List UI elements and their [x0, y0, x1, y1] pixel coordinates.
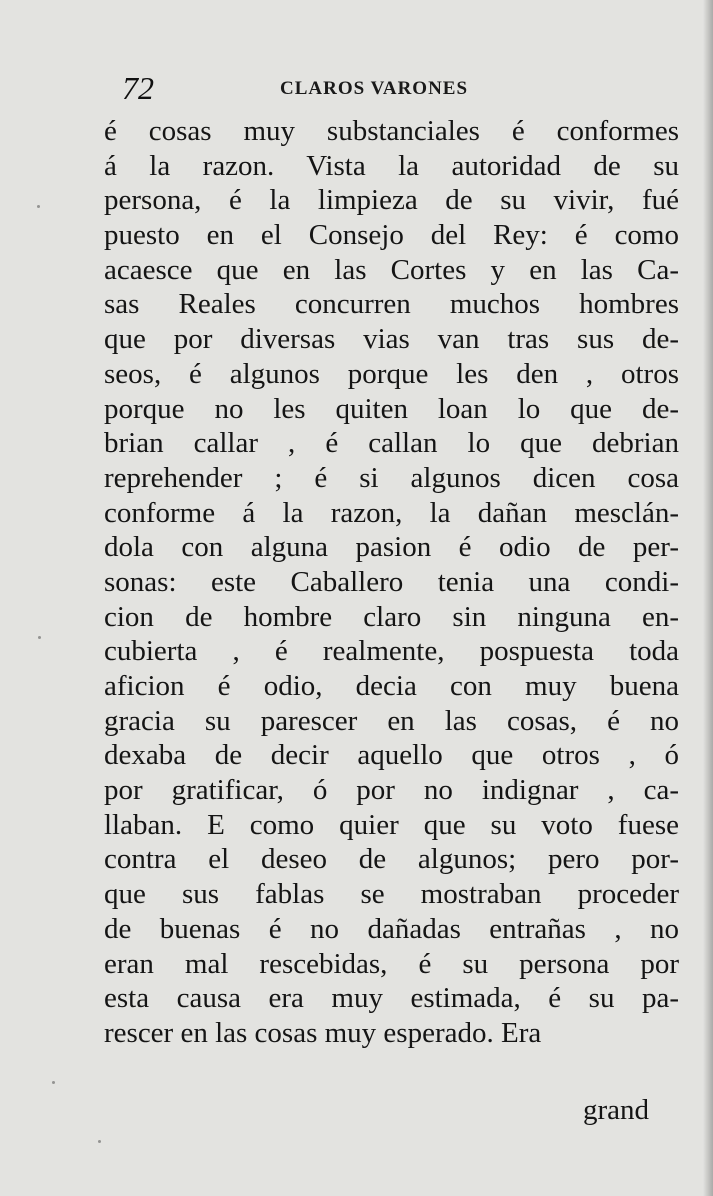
- text-line: gracia su parescer en las cosas, é no: [104, 704, 679, 737]
- paper-speck: [98, 1140, 101, 1143]
- text-line: sonas: este Caballero tenia una condi-: [104, 565, 679, 598]
- body-text: [104, 114, 679, 1051]
- page-header: [116, 70, 676, 110]
- catchword: grand: [583, 1094, 650, 1126]
- text-line: sas Reales concurren muchos hombres: [104, 288, 679, 321]
- text-line: rescer en las cosas muy esperado. Era: [104, 1016, 542, 1049]
- text-line: por gratificar, ó por no indignar , ca-: [104, 774, 679, 807]
- text-line: contra el deseo de algunos; pero por-: [104, 843, 679, 876]
- text-line: é cosas muy substanciales é conformes: [104, 115, 679, 147]
- text-line: á la razon. Vista la autoridad de su: [104, 149, 679, 182]
- paper-speck: [38, 636, 41, 639]
- text-line: llaban. E como quier que su voto fuese: [104, 808, 679, 841]
- text-line: persona, é la limpieza de su vivir, fué: [104, 184, 679, 217]
- paper-speck: [37, 205, 40, 208]
- page-edge-shadow: [703, 0, 713, 1196]
- running-head: CLAROS VARONES: [280, 78, 469, 99]
- text-line: cion de hombre claro sin ninguna en-: [104, 600, 679, 633]
- text-line: reprehender ; é si algunos dicen cosa: [104, 461, 679, 494]
- text-line: porque no les quiten loan lo que de-: [104, 392, 679, 425]
- paper-speck: [52, 1081, 55, 1084]
- text-line: dexaba de decir aquello que otros , ó: [104, 739, 679, 772]
- page-number: 72: [122, 70, 154, 106]
- text-line: que sus fablas se mostraban proceder: [104, 878, 679, 911]
- text-line: esta causa era muy estimada, é su pa-: [104, 982, 679, 1015]
- text-line: que por diversas vias van tras sus de-: [104, 323, 679, 356]
- text-line: dola con alguna pasion é odio de per-: [104, 531, 679, 564]
- text-line: de buenas é no dañadas entrañas , no: [104, 912, 679, 945]
- text-line: aficion é odio, decia con muy buena: [104, 670, 679, 702]
- text-line: puesto en el Consejo del Rey: é como: [104, 219, 679, 252]
- text-line: acaesce que en las Cortes y en las Ca-: [104, 253, 679, 286]
- text-line: conforme á la razon, la dañan mesclán-: [104, 496, 679, 529]
- text-line: cubierta , é realmente, pospuesta toda: [104, 635, 679, 668]
- text-line: brian callar , é callan lo que debrian: [104, 427, 679, 460]
- text-line: eran mal rescebidas, é su persona por: [104, 947, 679, 980]
- text-line: seos, é algunos porque les den , otros: [104, 357, 679, 390]
